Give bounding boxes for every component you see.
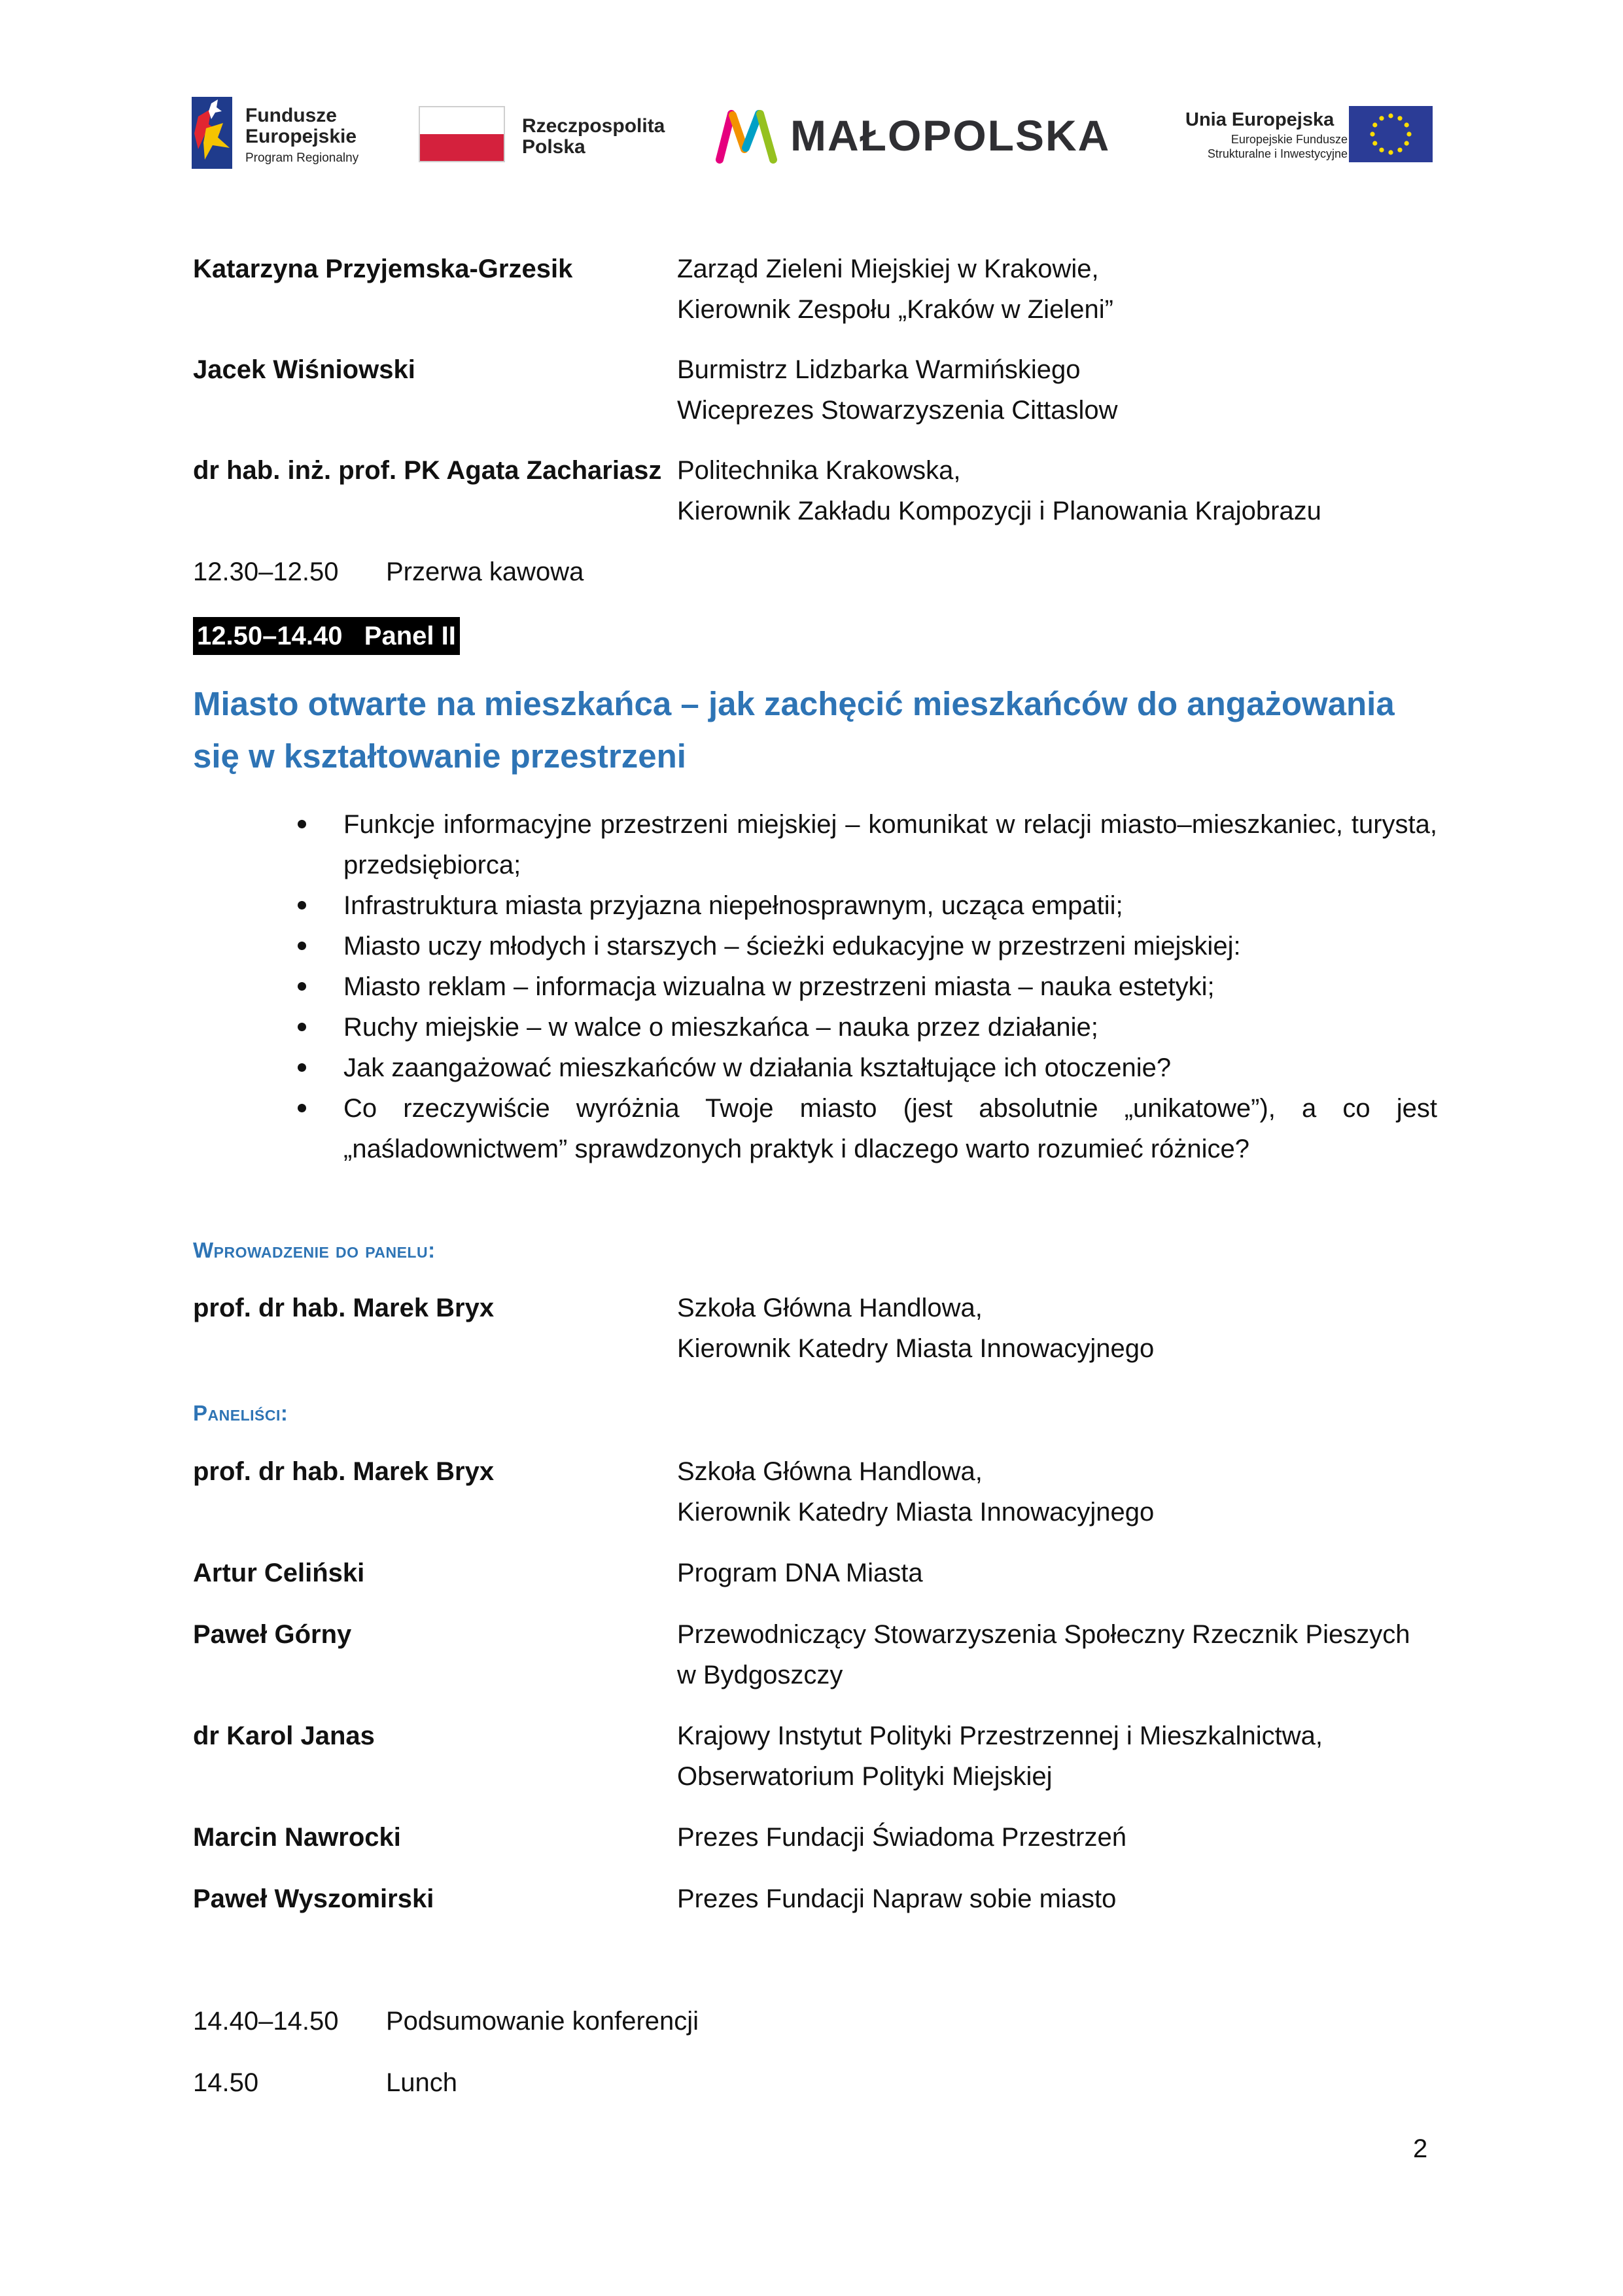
list-item: [298, 1088, 1437, 1169]
bullet-icon: [298, 982, 306, 991]
eu-logo-line2: Europejskie Fundusze: [1230, 133, 1348, 146]
list-item: [298, 885, 1437, 926]
funds-logo-line3: Program Regionalny: [245, 151, 359, 165]
speaker-affiliation-line2: Kierownik Zespołu „Kraków w Zieleni”: [677, 295, 1113, 324]
bullet-text: Miasto reklam – informacja wizualna w przestrzeni miasta – nauka estetyki;: [343, 972, 1215, 1001]
speaker-affiliation-line1: Zarząd Zieleni Miejskiej w Krakowie,: [677, 255, 1099, 283]
speaker-affiliation-line2: Wiceprezes Stowarzyszenia Cittaslow: [677, 396, 1118, 425]
panelist-affiliation-line1: Przewodniczący Stowarzyszenia Społeczny Rzecznik Pieszych: [677, 1620, 1410, 1649]
list-item: [298, 966, 1437, 1007]
panelist-affiliation-line1: Prezes Fundacji Świadoma Przestrzeń: [677, 1823, 1126, 1852]
panelist-name: Marcin Nawrocki: [193, 1823, 401, 1852]
funds-logo-line2: Europejskie: [245, 126, 357, 147]
list-item: [298, 1048, 1437, 1088]
panel-time-bar: 12.50–14.40 Panel II: [193, 617, 460, 655]
break-label: Przerwa kawowa: [386, 557, 584, 586]
closing-time: 14.40–14.50: [193, 2007, 339, 2036]
panelist-name: Paweł Górny: [193, 1620, 352, 1649]
intro-section-label: Wprowadzenie do panelu:: [193, 1238, 436, 1262]
panelist-affiliation-line2: Obserwatorium Polityki Miejskiej: [677, 1762, 1053, 1791]
panelist-affiliation-line2: Kierownik Katedry Miasta Innowacyjnego: [677, 1498, 1155, 1527]
bullet-icon: [298, 820, 306, 828]
eu-flag-icon: [1349, 106, 1433, 162]
intro-speaker-name: prof. dr hab. Marek Bryx: [193, 1294, 495, 1322]
topic-bullet-list: [298, 804, 1437, 1169]
break-time: 12.30–12.50: [193, 557, 339, 586]
poland-logo-line1: Rzeczpospolita: [522, 115, 665, 137]
fundusze-europejskie-logo: [192, 97, 388, 169]
closing-label: Podsumowanie konferencji: [386, 2007, 699, 2036]
panelist-affiliation-line1: Program DNA Miasta: [677, 1559, 923, 1587]
bullet-icon: [298, 901, 306, 910]
panelist-affiliation-line1: Krajowy Instytut Polityki Przestrzennej i Mieszkalnictwa,: [677, 1722, 1323, 1750]
intro-affiliation-line1: Szkoła Główna Handlowa,: [677, 1294, 983, 1322]
page-number: 2: [1413, 2134, 1428, 2163]
panel-title-line2: się w kształtowanie przestrzeni: [193, 737, 686, 775]
panelist-name: Paweł Wyszomirski: [193, 1884, 434, 1913]
list-item: [298, 804, 1437, 885]
bullet-text: Infrastruktura miasta przyjazna niepełnosprawnym, ucząca empatii;: [343, 891, 1123, 920]
list-item: [298, 1007, 1437, 1048]
bullet-icon: [298, 942, 306, 950]
panel-title-line1: Miasto otwarte na mieszkańca – jak zachęcić mieszkańców do angażowania: [193, 685, 1395, 722]
closing-label: Lunch: [386, 2068, 457, 2097]
panelist-name: dr Karol Janas: [193, 1722, 375, 1750]
poland-flag-icon: [419, 106, 505, 162]
eu-logo-line1: Unia Europejska: [1185, 109, 1335, 130]
bullet-icon: [298, 1023, 306, 1031]
bullet-text: Co rzeczywiście wyróżnia Twoje miasto (jest absolutnie „unikatowe”), a co jest „naśladownictwem” sprawdzonych praktyk i dlaczego warto rozumieć różnice?: [343, 1094, 1437, 1163]
bullet-text: Ruchy miejskie – w walce o mieszkańca – nauka przez działanie;: [343, 1013, 1098, 1042]
unia-europejska-logo: [1168, 106, 1433, 166]
panelists-section-label: Paneliści:: [193, 1401, 288, 1425]
eu-logo-line3: Strukturalne i Inwestycyjne: [1207, 147, 1348, 160]
speaker-affiliation-line2: Kierownik Zakładu Kompozycji i Planowania Krajobrazu: [677, 497, 1321, 525]
panelist-name: prof. dr hab. Marek Bryx: [193, 1457, 495, 1486]
panelist-name: Artur Celiński: [193, 1559, 365, 1587]
fundusze-star-icon: [192, 97, 232, 169]
malopolska-logo: [716, 105, 1134, 164]
panelist-affiliation-line1: Szkoła Główna Handlowa,: [677, 1457, 983, 1486]
header-logos: [0, 0, 1623, 196]
closing-time: 14.50: [193, 2068, 259, 2097]
funds-logo-line1: Fundusze: [245, 105, 337, 126]
speaker-affiliation-line1: Burmistrz Lidzbarka Warmińskiego: [677, 355, 1081, 384]
intro-affiliation-line2: Kierownik Katedry Miasta Innowacyjnego: [677, 1334, 1155, 1363]
rzeczpospolita-polska-logo: [419, 106, 667, 166]
panelist-affiliation-line1: Prezes Fundacji Napraw sobie miasto: [677, 1884, 1117, 1913]
bullet-icon: [298, 1104, 306, 1112]
malopolska-wordmark: MAŁOPOLSKA: [790, 111, 1111, 160]
malopolska-m-icon: [716, 107, 781, 164]
panelist-affiliation-line2: w Bydgoszczy: [677, 1661, 843, 1689]
bullet-text: Funkcje informacyjne przestrzeni miejskiej – komunikat w relacji miasto–mieszkaniec, turysta, przedsiębiorca;: [343, 810, 1437, 879]
list-item: [298, 926, 1437, 966]
speaker-name: Katarzyna Przyjemska-Grzesik: [193, 255, 573, 283]
bullet-text: Miasto uczy młodych i starszych – ścieżki edukacyjne w przestrzeni miejskiej:: [343, 932, 1241, 961]
speaker-affiliation-line1: Politechnika Krakowska,: [677, 456, 961, 485]
poland-logo-line2: Polska: [522, 136, 585, 158]
bullet-text: Jak zaangażować mieszkańców w działania kształtujące ich otoczenie?: [343, 1053, 1172, 1082]
speaker-name: dr hab. inż. prof. PK Agata Zachariasz: [193, 456, 662, 485]
speaker-name: Jacek Wiśniowski: [193, 355, 415, 384]
bullet-icon: [298, 1063, 306, 1072]
